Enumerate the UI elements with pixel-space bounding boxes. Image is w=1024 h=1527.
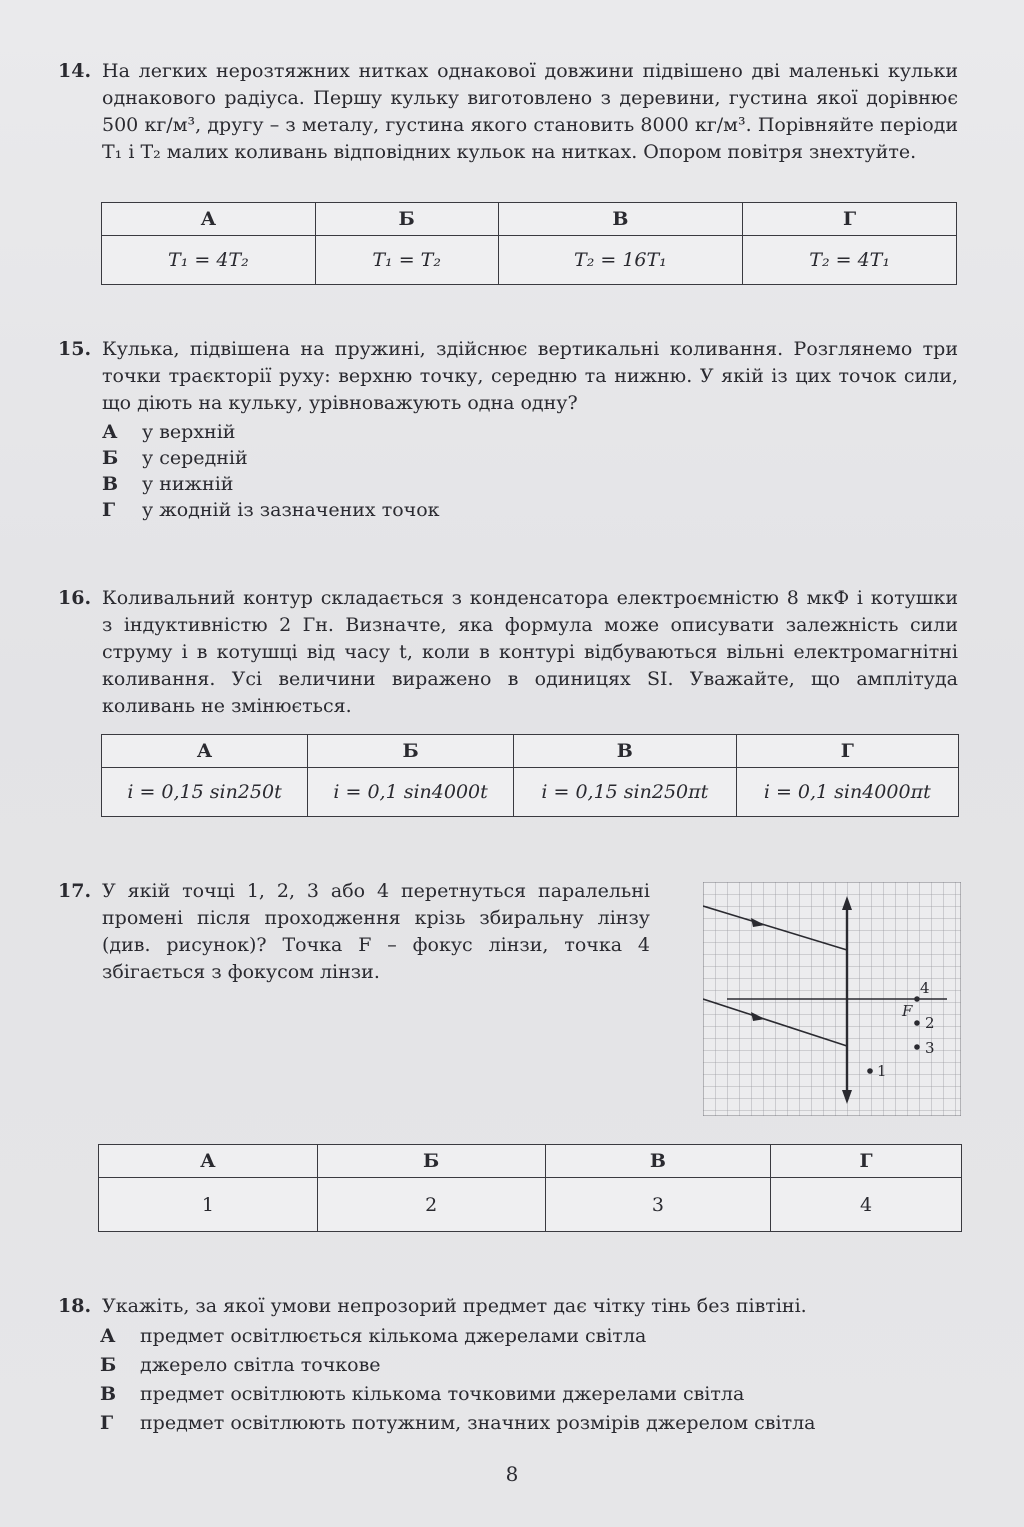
answer-cell-a[interactable]: 1 bbox=[99, 1178, 318, 1232]
option-g[interactable] bbox=[102, 497, 958, 523]
option-text: у нижній bbox=[142, 473, 234, 495]
question-15 bbox=[58, 336, 958, 523]
answer-table-14 bbox=[101, 202, 957, 285]
option-v[interactable] bbox=[102, 471, 958, 497]
option-letter: А bbox=[100, 1325, 116, 1347]
answer-cell-v[interactable]: T₂ = 16T₁ bbox=[498, 236, 743, 285]
answer-cell-b[interactable]: 2 bbox=[317, 1178, 545, 1232]
option-b[interactable] bbox=[100, 1351, 958, 1380]
answer-cell-a[interactable]: T₁ = 4T₂ bbox=[102, 236, 316, 285]
option-a[interactable] bbox=[100, 1322, 958, 1351]
option-text: предмет освітлюють кількома точковими джерелами світла bbox=[140, 1383, 745, 1405]
point-4-label: 4 bbox=[920, 979, 930, 997]
answer-cell-a[interactable]: i = 0,15 sin250t bbox=[102, 768, 308, 817]
question-text: У якій точці 1, 2, 3 або 4 перетнуться паралельні промені після проходження крізь збиральну лінзу (див. рисунок)? Точка F – фокус лінзи, точка 4 збігається з фокусом лінзи. bbox=[102, 880, 650, 983]
option-g[interactable] bbox=[100, 1409, 958, 1438]
answer-header-v: В bbox=[498, 203, 743, 236]
answer-header-g: Г bbox=[743, 203, 957, 236]
focus-label: F bbox=[902, 1002, 913, 1020]
answer-table-16 bbox=[101, 734, 959, 817]
option-text: у середній bbox=[142, 447, 248, 469]
point-3-label: 3 bbox=[925, 1039, 935, 1057]
page-number: 8 bbox=[505, 1462, 519, 1486]
option-letter: В bbox=[100, 1383, 117, 1405]
options-list bbox=[100, 1322, 958, 1438]
answer-cell-b[interactable]: T₁ = T₂ bbox=[315, 236, 498, 285]
question-14 bbox=[58, 58, 958, 166]
option-letter: Б bbox=[102, 447, 119, 469]
option-text: предмет освітлюють потужним, значних розмірів джерелом світла bbox=[140, 1412, 816, 1434]
option-b[interactable] bbox=[102, 445, 958, 471]
answer-header-b: Б bbox=[315, 203, 498, 236]
answer-cell-v[interactable]: i = 0,15 sin250πt bbox=[514, 768, 736, 817]
option-letter: А bbox=[102, 421, 118, 443]
question-text: На легких нерозтяжних нитках однакової довжини підвішено дві маленькі кульки однакового радіуса. Першу кульку виготовлено з деревини, густина якої дорівнює 500 кг/м³, другу – з металу, густина якого становить 8000 кг/м³. Порівняйте періоди T₁ і T₂ малих коливань відповідних кульок на нитках. Опором повітря знехтуйте. bbox=[102, 60, 958, 163]
point-3 bbox=[914, 1044, 920, 1050]
question-text: Коливальний контур складається з конденсатора електроємністю 8 мкФ і котушки з індуктивністю 2 Гн. Визначте, яка формула може описувати залежність сили струму i в котушці від часу t, коли в контурі відбуваються вільні електромагнітні коливання. Усі величини виражено в одиницях SI. Уважайте, що амплітуда коливань не змінюється. bbox=[102, 587, 958, 717]
option-letter: Б bbox=[100, 1354, 117, 1376]
question-number: 14. bbox=[58, 60, 92, 82]
point-2-label: 2 bbox=[925, 1014, 935, 1032]
answer-cell-g[interactable]: i = 0,1 sin4000πt bbox=[736, 768, 958, 817]
question-18 bbox=[58, 1293, 958, 1438]
option-text: джерело світла точкове bbox=[140, 1354, 381, 1376]
point-1 bbox=[867, 1068, 873, 1074]
option-letter: Г bbox=[100, 1412, 114, 1434]
answer-header-b: Б bbox=[317, 1145, 545, 1178]
question-text: Укажіть, за якої умови непрозорий предмет дає чітку тінь без півтіні. bbox=[102, 1295, 807, 1317]
point-1-label: 1 bbox=[877, 1062, 887, 1080]
answer-cell-g[interactable]: T₂ = 4T₁ bbox=[743, 236, 957, 285]
option-v[interactable] bbox=[100, 1380, 958, 1409]
answer-header-v: В bbox=[514, 735, 736, 768]
question-number: 18. bbox=[58, 1295, 92, 1317]
answer-header-a: А bbox=[102, 735, 308, 768]
options-list bbox=[102, 419, 958, 523]
option-text: у жодній із зазначених точок bbox=[142, 499, 440, 521]
answer-header-v: В bbox=[545, 1145, 771, 1178]
question-17 bbox=[58, 878, 650, 986]
question-number: 16. bbox=[58, 587, 92, 609]
point-2 bbox=[914, 1020, 920, 1026]
point-4 bbox=[914, 996, 920, 1002]
answer-table-17 bbox=[98, 1144, 962, 1232]
answer-cell-b[interactable]: i = 0,1 sin4000t bbox=[308, 768, 514, 817]
answer-header-g: Г bbox=[736, 735, 958, 768]
question-16 bbox=[58, 585, 958, 720]
answer-header-a: А bbox=[102, 203, 316, 236]
answer-header-b: Б bbox=[308, 735, 514, 768]
answer-header-a: А bbox=[99, 1145, 318, 1178]
question-text: Кулька, підвішена на пружині, здійснює вертикальні коливання. Розглянемо три точки траєкторії руху: верхню точку, середню та нижню. У якій із цих точок сили, що діють на кульку, урівноважують одна одну? bbox=[102, 338, 958, 414]
answer-cell-v[interactable]: 3 bbox=[545, 1178, 771, 1232]
answer-cell-g[interactable]: 4 bbox=[771, 1178, 962, 1232]
option-letter: В bbox=[102, 473, 119, 495]
option-letter: Г bbox=[102, 499, 116, 521]
question-number: 17. bbox=[58, 880, 92, 902]
lens-figure bbox=[703, 882, 961, 1116]
answer-header-g: Г bbox=[771, 1145, 962, 1178]
option-text: предмет освітлюється кількома джерелами світла bbox=[140, 1325, 647, 1347]
question-number: 15. bbox=[58, 338, 92, 360]
option-text: у верхній bbox=[142, 421, 236, 443]
option-a[interactable] bbox=[102, 419, 958, 445]
